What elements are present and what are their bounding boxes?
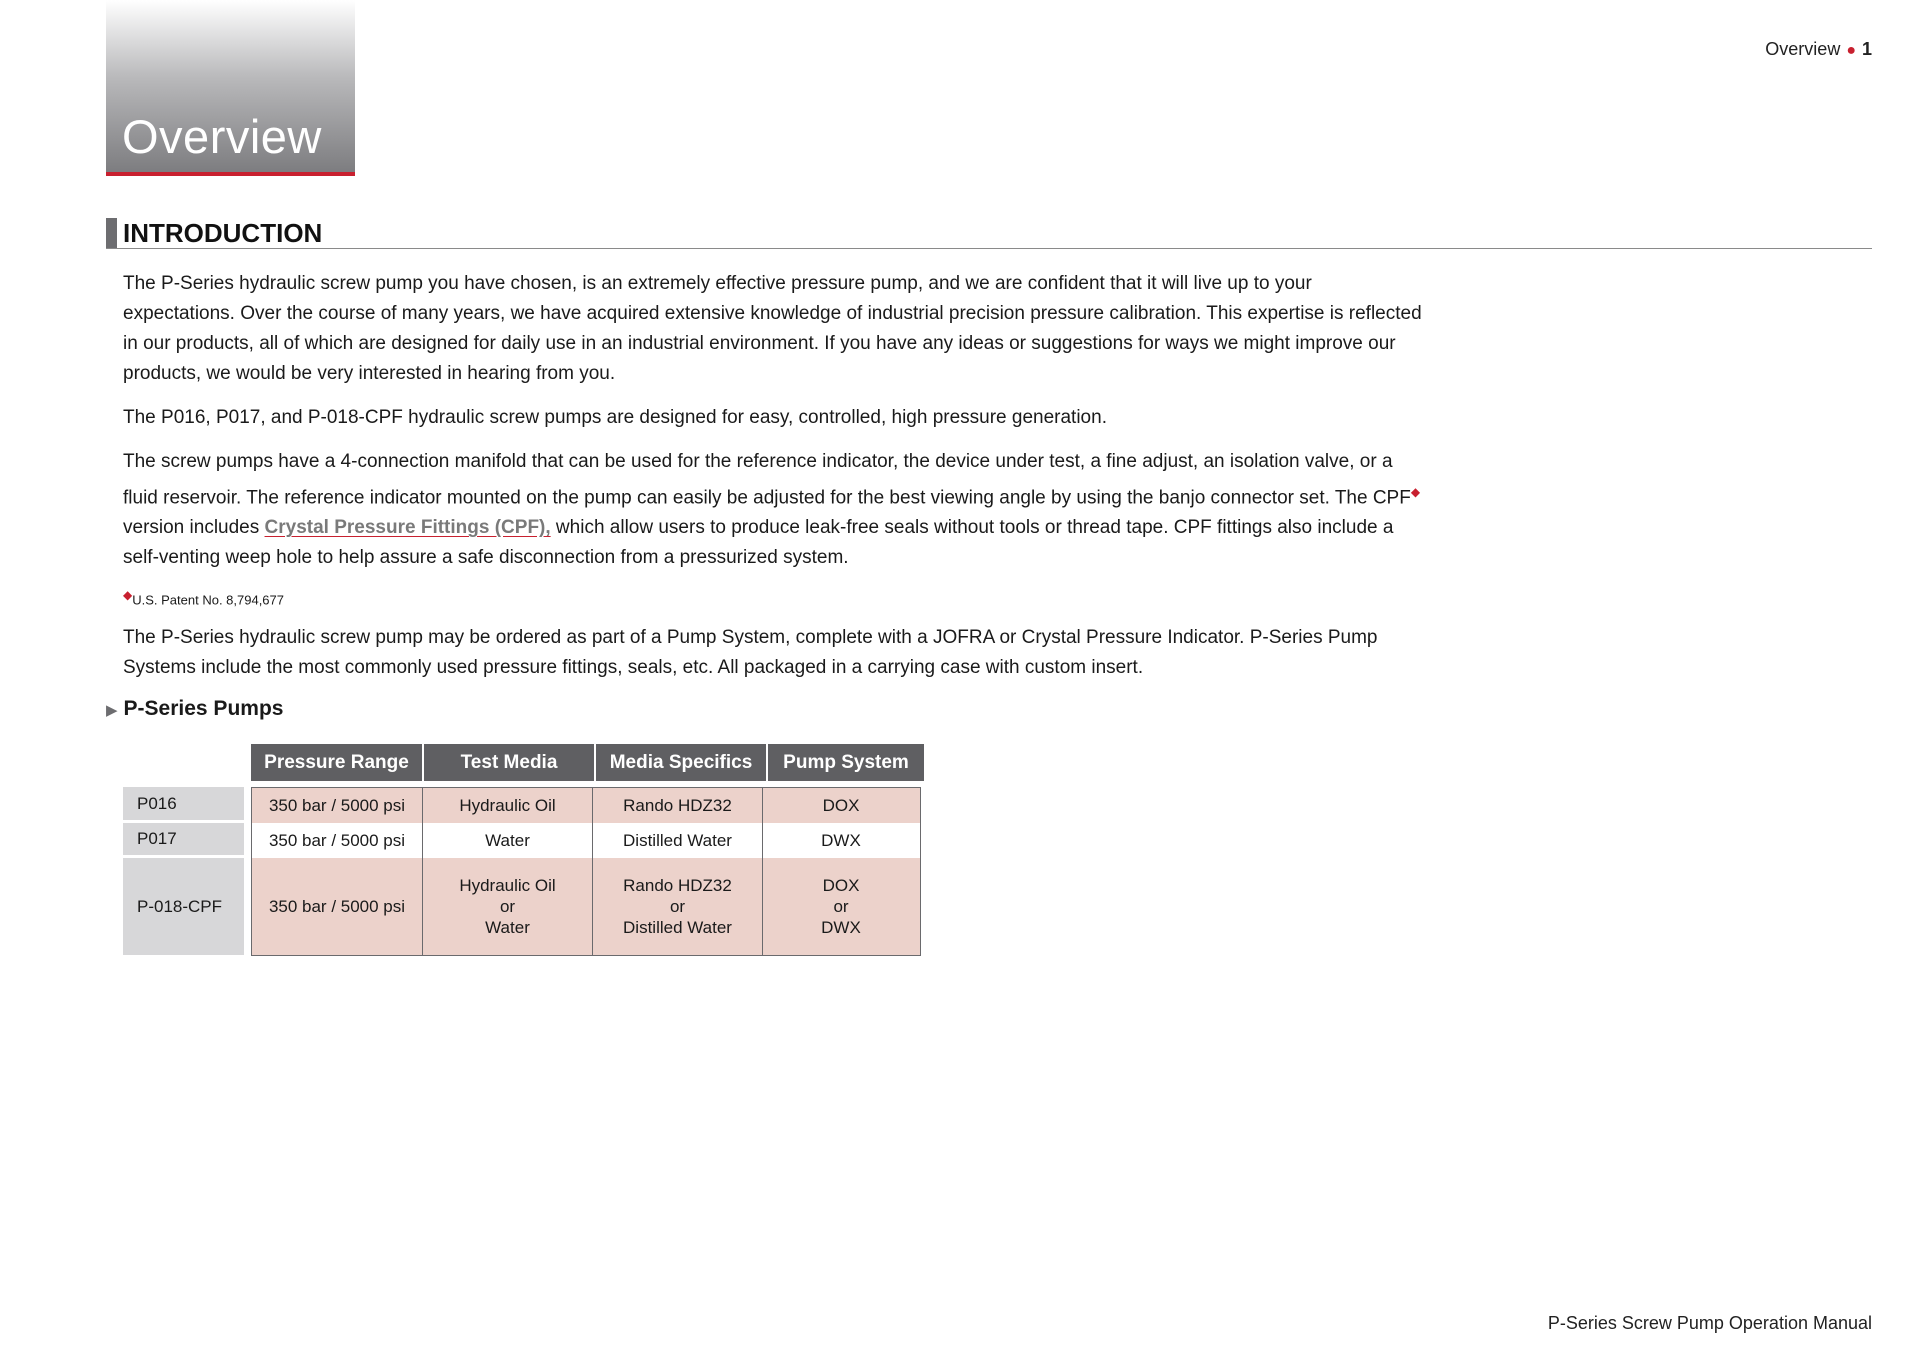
- table-cell: 350 bar / 5000 psi: [252, 858, 423, 955]
- table-header-row: [251, 744, 926, 781]
- table-cell: Rando HDZ32 or Distilled Water: [593, 858, 763, 955]
- patent-footnote: [123, 587, 1423, 608]
- intro-body: [123, 269, 1423, 697]
- table-cell: Hydraulic Oil: [423, 788, 593, 823]
- section-marker-bar: [106, 218, 117, 248]
- table-cell: Distilled Water: [593, 823, 763, 858]
- patent-marker-icon: ◆: [123, 588, 133, 603]
- triangle-right-icon: ▶: [106, 702, 118, 719]
- footnote-text: U.S. Patent No. 8,794,677: [132, 592, 285, 608]
- chapter-title-block: [106, 0, 355, 176]
- page-footer: P-Series Screw Pump Operation Manual: [1547, 1313, 1872, 1333]
- intro-paragraph-2: The P016, P017, and P-018-CPF hydraulic screw pumps are designed for easy, controlled, high pressure generation.: [123, 407, 1107, 428]
- table-cell: Rando HDZ32: [593, 788, 763, 823]
- intro-paragraph-1: The P-Series hydraulic screw pump you have chosen, is an extremely effective pressure pump, and we are confident that it will live up to your expectations. Over the course of many years, we have acquired extensive knowledge of industrial precision pressure calibration. This expertise is reflected in our products, all of which are designed for daily use in an industrial environment. If you have any ideas or suggestions for ways we might improve our products, we would be very interested in hearing from you.: [123, 273, 1422, 384]
- paragraph-text: The screw pumps have a 4-connection manifold that can be used for the reference indicator, the device under test, a fine adjust, an isolation valve, or a fluid reservoir. The reference indicator mounted on the pump can easily be adjusted for the best viewing angle by using the banjo connector set. The CPF: [123, 451, 1411, 509]
- table-cell: DWX: [821, 831, 861, 850]
- intro-paragraph-4: The P-Series hydraulic screw pump may be ordered as part of a Pump System, complete with a JOFRA or Crystal Pressure Indicator. P-Series Pump Systems include the most commonly used pressure fittings, seals, etc. All packaged in a carrying case with custom insert.: [123, 626, 1378, 678]
- column-header: Pressure Range: [251, 744, 422, 781]
- column-header: Media Specifics: [596, 744, 766, 781]
- table-row: [252, 823, 920, 858]
- row-labels: [123, 787, 244, 958]
- patent-marker-icon: ◆: [1410, 485, 1421, 499]
- section-heading: [106, 218, 1872, 249]
- section-heading-text: INTRODUCTION: [123, 218, 323, 248]
- table-row: [252, 858, 920, 955]
- table-cell: DOX: [822, 796, 860, 815]
- bullet-dot-icon: ●: [1846, 42, 1856, 59]
- running-head: [1765, 39, 1872, 60]
- table-cell: 350 bar / 5000 psi: [252, 788, 423, 823]
- intro-paragraph-3: [123, 447, 1423, 573]
- column-header: Pump System: [768, 744, 924, 781]
- paragraph-text: which allow users to produce leak-free seals without tools or thread tape. CPF fittings also include a self-venting weep hole to help assure a safe disconnection from a pressurized system.: [123, 517, 1394, 569]
- row-label: P-018-CPF: [123, 858, 244, 955]
- chapter-title: Overview: [122, 110, 322, 163]
- pump-table: [251, 787, 921, 956]
- table-cell: Water: [423, 823, 593, 858]
- table-heading: [106, 697, 283, 721]
- column-header: Test Media: [424, 744, 594, 781]
- row-label: P016: [123, 787, 244, 820]
- cpf-link[interactable]: Crystal Pressure Fittings (CPF),: [264, 517, 551, 539]
- page-number: 1: [1861, 39, 1872, 59]
- table-cell: Hydraulic Oil or Water: [423, 858, 593, 955]
- table-cell: 350 bar / 5000 psi: [252, 823, 423, 858]
- row-label: P017: [123, 823, 244, 855]
- paragraph-text: version includes: [123, 517, 265, 539]
- running-head-section: Overview: [1765, 39, 1841, 59]
- table-row: [252, 788, 920, 823]
- table-cell: DOX or DWX: [821, 876, 861, 937]
- table-heading-text: P-Series Pumps: [123, 697, 284, 720]
